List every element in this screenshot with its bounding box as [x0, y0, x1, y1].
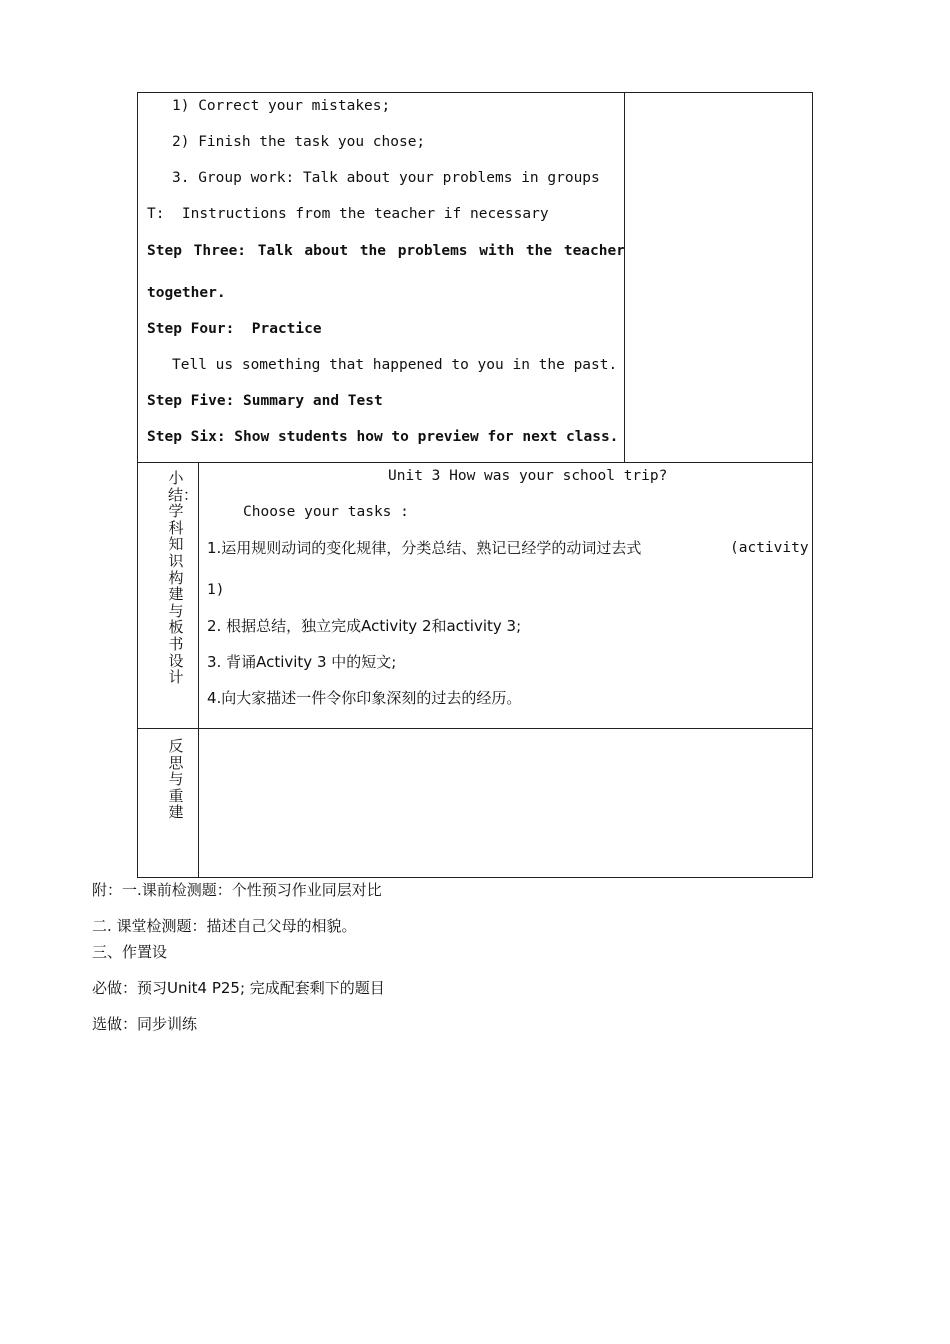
appendix-line-4: 必做：预习Unit4 P25; 完成配套剩下的题目: [92, 979, 385, 997]
task-1-continuation: 1): [207, 582, 225, 598]
step-item-correct: 1) Correct your mistakes;: [172, 98, 391, 114]
appendix-line-3: 三、作置设: [92, 943, 168, 961]
choose-tasks: Choose your tasks :: [243, 504, 409, 520]
appendix-line-5: 选做：同步训练: [92, 1015, 198, 1033]
step-three-heading: Step Three: Talk about the problems with the teacher: [147, 243, 625, 259]
summary-side-label: 小结：学科知识构建与板书设计: [168, 469, 199, 687]
step-item-finish: 2) Finish the task you chose;: [172, 134, 426, 150]
step-item-group-work: 3. Group work: Talk about your problems in groups: [172, 170, 600, 186]
step-four-heading: Step Four: Practice: [147, 321, 322, 337]
step-six-heading: Step Six: Show students how to preview for next class.: [147, 429, 619, 445]
top-row-side-cell: [624, 92, 813, 463]
task-3: 3. 背诵Activity 3 中的短文;: [207, 653, 397, 671]
step-five-heading: Step Five: Summary and Test: [147, 393, 383, 409]
task-1: 1.运用规则动词的变化规律，分类总结、熟记已经学的动词过去式: [207, 539, 642, 557]
teacher-instructions: T: Instructions from the teacher if necessary: [147, 206, 549, 222]
task-2: 2. 根据总结，独立完成Activity 2和activity 3;: [207, 617, 522, 635]
appendix-line-2: 二. 课堂检测题：描述自己父母的相貌。: [92, 917, 357, 935]
practice-prompt: Tell us something that happened to you in the past.: [172, 357, 618, 373]
task-1-tail: (activity: [730, 540, 809, 556]
reflection-content-cell: [198, 728, 813, 878]
reflection-side-label: 反思与重建: [168, 737, 184, 822]
appendix-line-1: 附：一.课前检测题：个性预习作业同层对比: [92, 881, 382, 899]
step-three-continuation: together.: [147, 285, 226, 301]
unit-title: Unit 3 How was your school trip?: [388, 468, 668, 484]
task-4: 4.向大家描述一件令你印象深刻的过去的经历。: [207, 689, 522, 707]
